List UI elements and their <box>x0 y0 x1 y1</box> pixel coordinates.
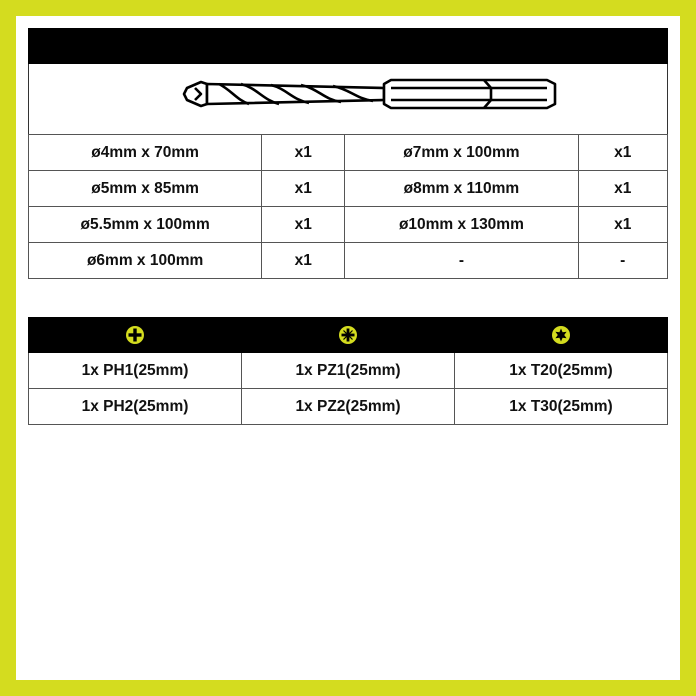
phillips-icon <box>125 325 145 345</box>
table-row <box>29 171 668 207</box>
masonry-drill-bit-icon <box>179 70 569 128</box>
table-row <box>29 207 668 243</box>
bit-cell: 1x PH1(25mm) <box>29 353 242 389</box>
table-row <box>29 389 668 425</box>
drill-bit-table <box>28 28 668 279</box>
drill-qty-cell: x1 <box>262 243 345 279</box>
drill-size-cell: ø7mm x 100mm <box>345 135 578 171</box>
table-row <box>29 353 668 389</box>
bit-cell: 1x PZ2(25mm) <box>242 389 455 425</box>
drill-illustration-row <box>28 64 668 134</box>
torx-icon <box>551 325 571 345</box>
drill-size-cell: ø5mm x 85mm <box>29 171 262 207</box>
table-row <box>29 243 668 279</box>
bit-cell: 1x T30(25mm) <box>455 389 668 425</box>
drill-size-cell: ø6mm x 100mm <box>29 243 262 279</box>
drill-size-cell: ø8mm x 110mm <box>345 171 578 207</box>
table-row <box>29 135 668 171</box>
drill-qty-cell: x1 <box>578 207 667 243</box>
bit-type-header-row <box>29 318 668 353</box>
screwdriver-bit-table <box>28 317 668 425</box>
drill-qty-cell: x1 <box>262 207 345 243</box>
drill-table-header <box>28 28 668 64</box>
drill-size-cell: ø5.5mm x 100mm <box>29 207 262 243</box>
bit-cell: 1x PH2(25mm) <box>29 389 242 425</box>
drill-qty-cell: x1 <box>578 135 667 171</box>
bit-cell: 1x T20(25mm) <box>455 353 668 389</box>
drill-size-cell: - <box>345 243 578 279</box>
drill-size-cell: ø4mm x 70mm <box>29 135 262 171</box>
drill-qty-cell: x1 <box>262 171 345 207</box>
drill-qty-cell: - <box>578 243 667 279</box>
drill-size-cell: ø10mm x 130mm <box>345 207 578 243</box>
bit-cell: 1x PZ1(25mm) <box>242 353 455 389</box>
drill-qty-cell: x1 <box>262 135 345 171</box>
pozidriv-icon <box>338 325 358 345</box>
drill-qty-cell: x1 <box>578 171 667 207</box>
